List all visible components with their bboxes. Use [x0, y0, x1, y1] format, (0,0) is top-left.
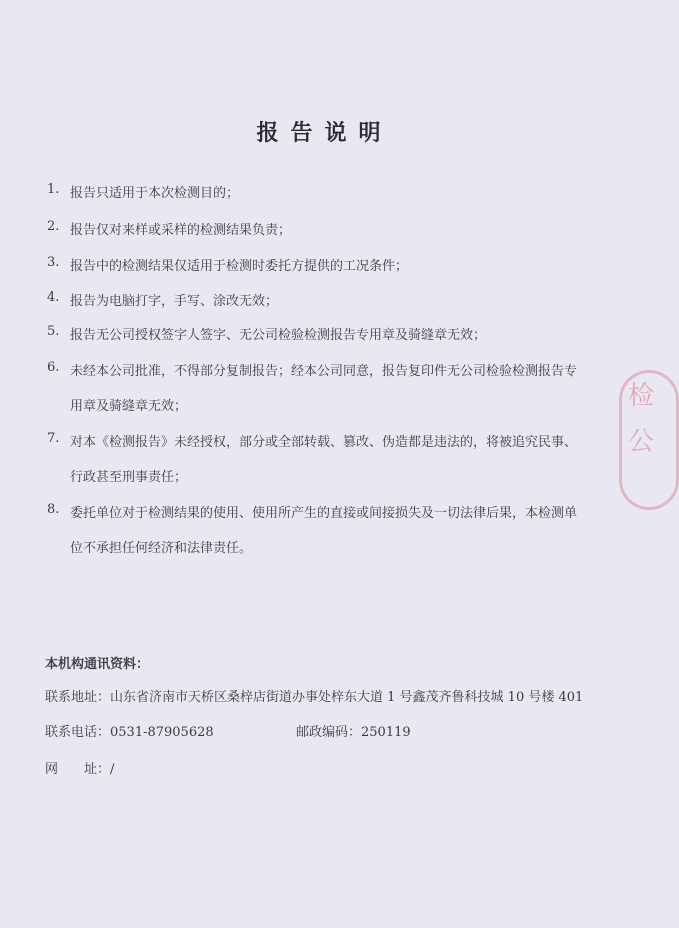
- item-number: 7.: [47, 431, 60, 446]
- item-text: 报告仅对来样或采样的检测结果负责；: [70, 223, 292, 238]
- contact-phone: 联系电话：0531-87905628: [45, 725, 214, 740]
- item-text: 报告只适用于本次检测目的；: [70, 186, 240, 201]
- item-text: 报告中的检测结果仅适用于检测时委托方提供的工况条件；: [70, 259, 409, 274]
- red-seal-stamp: 检 公: [619, 370, 679, 510]
- item-number: 1.: [47, 182, 60, 197]
- contact-address: 联系地址：山东省济南市天桥区桑梓店街道办事处梓东大道 1 号鑫茂齐鲁科技城 10 号楼 401: [45, 690, 584, 705]
- item-number: 4.: [47, 290, 60, 305]
- item-number: 5.: [47, 324, 60, 339]
- item-text: 未经本公司批准，不得部分复制报告；经本公司同意，报告复印件无公司检验检测报告专: [70, 364, 578, 379]
- item-text: 对本《检测报告》未经授权，部分或全部转载、篡改、伪造都是违法的，将被追究民事、: [70, 435, 578, 450]
- item-text: 用章及骑缝章无效；: [70, 399, 188, 414]
- contact-postcode: 邮政编码：250119: [296, 725, 411, 740]
- contact-website: 网 址：/: [45, 762, 115, 777]
- item-number: 3.: [47, 255, 60, 270]
- item-number: 6.: [47, 360, 60, 375]
- item-text: 位不承担任何经济和法律责任。: [70, 541, 253, 556]
- item-text: 委托单位对于检测结果的使用、使用所产生的直接或间接损失及一切法律后果，本检测单: [70, 506, 578, 521]
- item-text: 报告无公司授权签字人签字、无公司检验检测报告专用章及骑缝章无效；: [70, 328, 487, 343]
- item-number: 2.: [47, 219, 60, 234]
- page-title: 报告说明: [256, 120, 393, 146]
- item-text: 报告为电脑打字，手写、涂改无效；: [70, 294, 279, 309]
- item-number: 8.: [47, 502, 60, 517]
- contact-heading: 本机构通讯资料：: [45, 657, 150, 672]
- item-text: 行政甚至刑事责任；: [70, 470, 188, 485]
